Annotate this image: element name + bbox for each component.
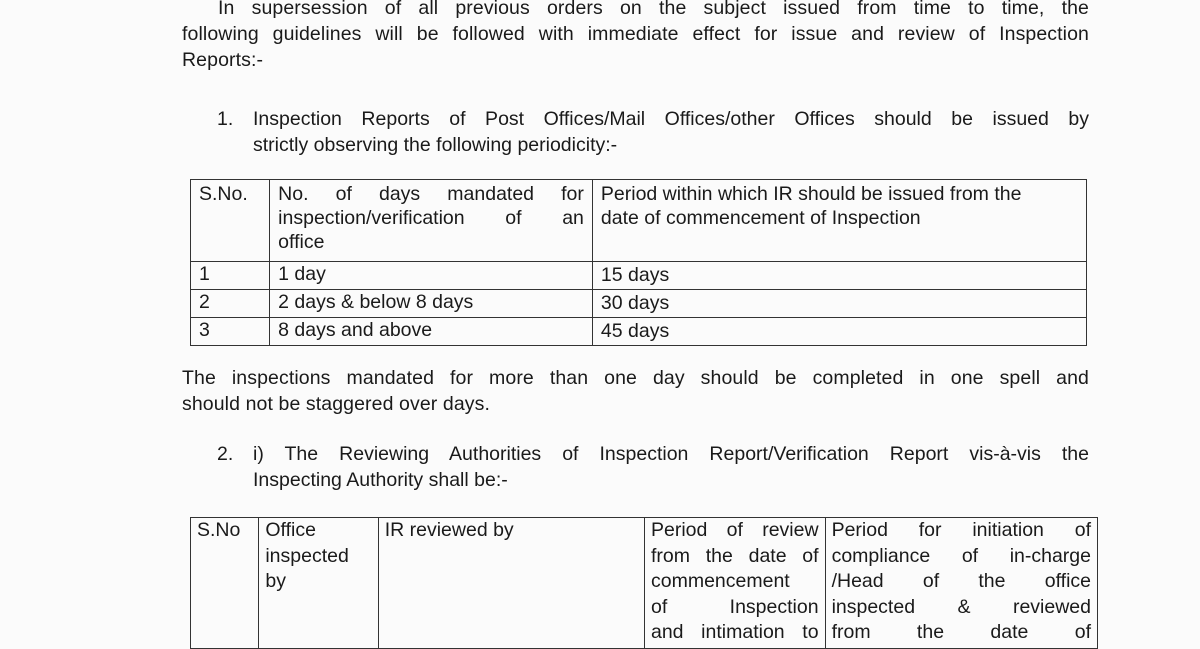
header-issue-period: Period within which IR should be issued from the date of commencement of Inspection bbox=[592, 180, 1086, 262]
table-header-row bbox=[191, 518, 1098, 649]
item-2-line: Inspecting Authority shall be:- bbox=[253, 469, 508, 491]
cell-sno: 2 bbox=[191, 290, 270, 318]
intro-line: In supersession of all previous orders on the subject issued from time to time, the bbox=[218, 0, 1089, 19]
cell-days: 1 day bbox=[270, 262, 593, 290]
header-ir-reviewed-by: IR reviewed by bbox=[378, 518, 644, 649]
cell-days: 8 days and above bbox=[270, 318, 593, 346]
table-row bbox=[191, 318, 1087, 346]
note-line: should not be staggered over days. bbox=[182, 393, 491, 415]
cell-period: 45 days bbox=[592, 318, 1086, 346]
item-2-line: i) The Reviewing Authorities of Inspection Report/Verification Report vis-à-vis the bbox=[253, 443, 1089, 465]
header-sno: S.No. bbox=[191, 180, 270, 262]
header-days-mandated: No. of days mandated for inspection/verification of an office bbox=[270, 180, 593, 262]
table-row bbox=[191, 262, 1087, 290]
header-review-period: Period of review from the date of commencement of Inspection and intimation to bbox=[644, 518, 825, 649]
cell-sno: 3 bbox=[191, 318, 270, 346]
intro-paragraph bbox=[182, 0, 1089, 73]
note-paragraph bbox=[182, 365, 1089, 417]
note-line: The inspections mandated for more than one day should be completed in one spell and bbox=[182, 367, 1089, 389]
item-2-number: 2. bbox=[217, 443, 234, 465]
cell-period: 15 days bbox=[592, 262, 1086, 290]
cell-days: 2 days & below 8 days bbox=[270, 290, 593, 318]
item-2 bbox=[217, 441, 1089, 493]
item-1 bbox=[217, 106, 1089, 158]
reviewing-authority-table bbox=[190, 517, 1098, 649]
item-1-line: strictly observing the following periodicity:- bbox=[253, 134, 618, 156]
cell-period: 30 days bbox=[592, 290, 1086, 318]
cell-sno: 1 bbox=[191, 262, 270, 290]
periodicity-table bbox=[190, 179, 1087, 346]
header-office-inspected-by: Office inspected by bbox=[259, 518, 378, 649]
item-1-number: 1. bbox=[217, 108, 234, 130]
header-sno: S.No bbox=[191, 518, 259, 649]
intro-line: Reports:- bbox=[182, 49, 264, 71]
intro-line: following guidelines will be followed with immediate effect for issue and review of Inspection bbox=[182, 23, 1089, 45]
item-1-line: Inspection Reports of Post Offices/Mail Offices/other Offices should be issued by bbox=[253, 108, 1089, 130]
header-compliance-period: Period for initiation of compliance of in-charge /Head of the office inspected & reviewed from the date of bbox=[825, 518, 1097, 649]
table-row bbox=[191, 290, 1087, 318]
table-header-row bbox=[191, 180, 1087, 262]
